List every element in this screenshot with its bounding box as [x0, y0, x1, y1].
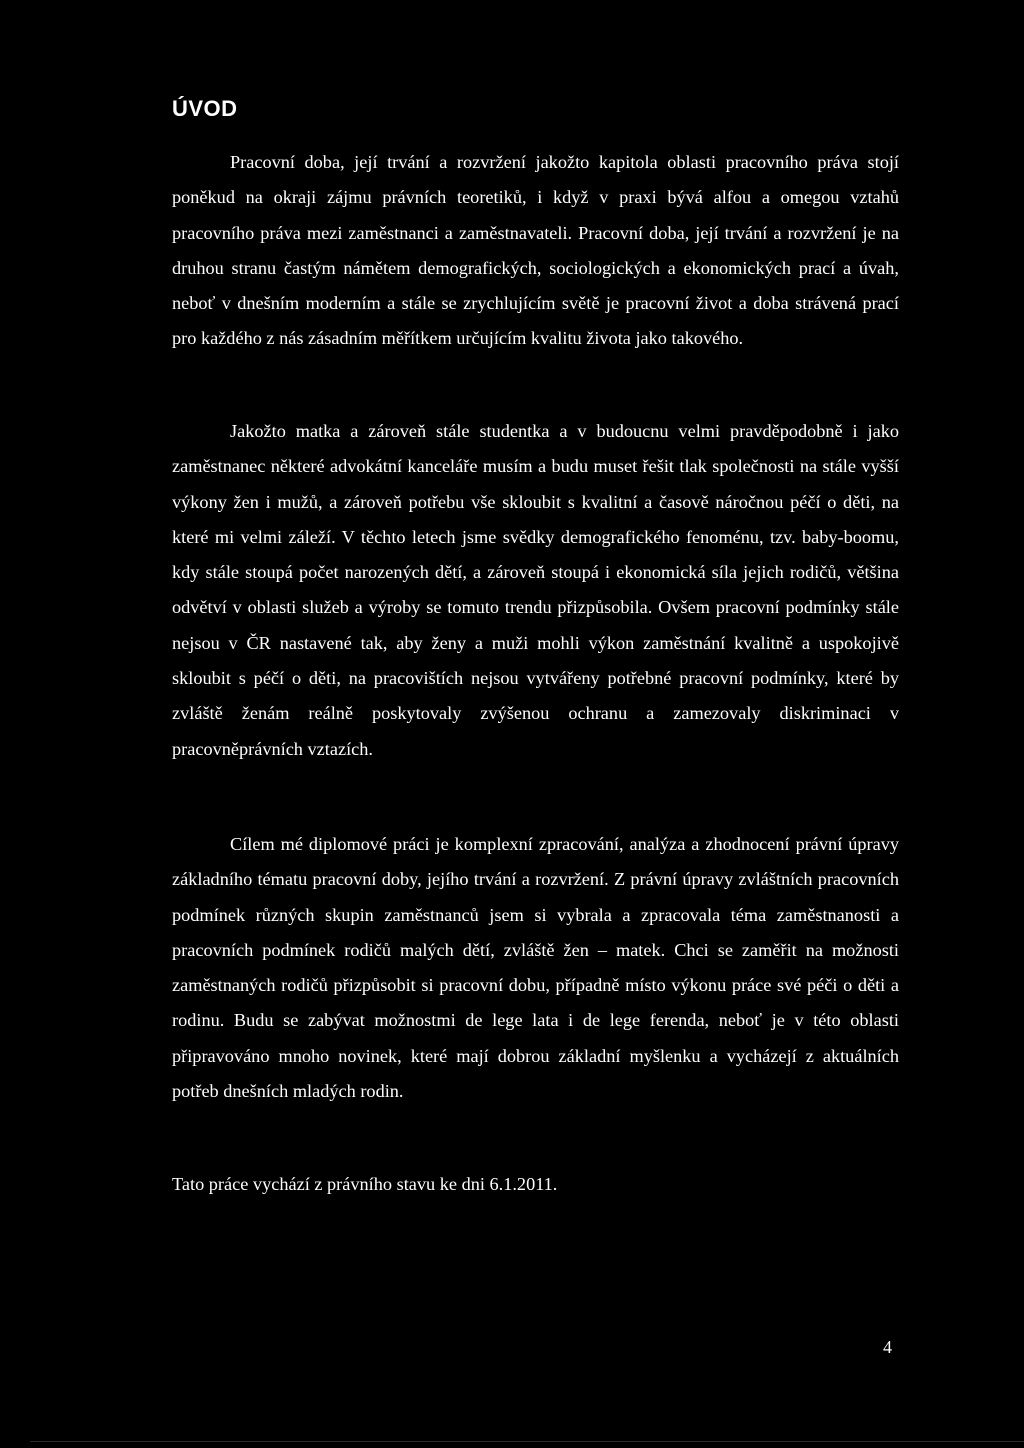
page-number: 4	[883, 1337, 892, 1357]
paragraph-1: Pracovní doba, její trvání a rozvržení jakožto kapitola oblasti pracovního práva stojí poněkud na okraji zájmu právních teoretiků, i když v praxi bývá alfou a omegou vztahů pracovního práva mezi zaměstnanci a zaměstnavateli. Pracovní doba, její trvání a rozvržení je na druhou stranu častým námětem demografických, sociologických a ekonomických prací a úvah, neboť v dnešním moderním a stále se zrychlujícím světě je pracovní život a doba strávená prací pro každého z nás zásadním měřítkem určujícím kvalitu života jako takového.	[172, 152, 899, 349]
scan-edge-line	[30, 1441, 1024, 1442]
paragraph-2: Jakožto matka a zároveň stále studentka a v budoucnu velmi pravděpodobně i jako zaměstnanec některé advokátní kanceláře musím a budu muset řešit tlak společnosti na stále vyšší výkony žen i mužů, a zároveň potřebu vše skloubit s kvalitní a časově náročnou péčí o děti, na které mi velmi záleží. V těchto letech jsme svědky demografického fenoménu, tzv. baby-boomu, kdy stále stoupá počet narozených dětí, a zároveň stoupá i ekonomická síla jejich rodičů, většina odvětví v oblasti služeb a výroby se tomuto trendu přizpůsobila. Ovšem pracovní podmínky stále nejsou v ČR nastavené tak, aby ženy a muži mohli výkon zaměstnání kvalitně a uspokojivě skloubit s péčí o děti, na pracovištích nejsou vytvářeny potřebné pracovní podmínky, které by zvláště ženám reálně poskytovaly zvýšenou ochranu a zamezovaly diskriminaci v pracovněprávních vztazích.	[172, 421, 899, 759]
paragraph-4: Tato práce vychází z právního stavu ke dni 6.1.2011.	[172, 1174, 558, 1194]
paragraph-3: Cílem mé diplomové práci je komplexní zpracování, analýza a zhodnocení právní úpravy základního tématu pracovní doby, jejího trvání a rozvržení. Z právní úpravy zvláštních pracovních podmínek různých skupin zaměstnanců jsem si vybrala a zpracovala téma zaměstnanosti a pracovních podmínek rodičů malých dětí, zvláště žen – matek. Chci se zaměřit na možnosti zaměstnaných rodičů přizpůsobit si pracovní dobu, případně místo výkonu práce své péči o děti a rodinu. Budu se zabývat možnostmi de lege lata i de lege ferenda, neboť je v této oblasti připravováno mnoho novinek, které mají dobrou základní myšlenku a vycházejí z aktuálních potřeb dnešních mladých rodin.	[172, 834, 899, 1102]
section-heading: ÚVOD	[172, 96, 238, 121]
